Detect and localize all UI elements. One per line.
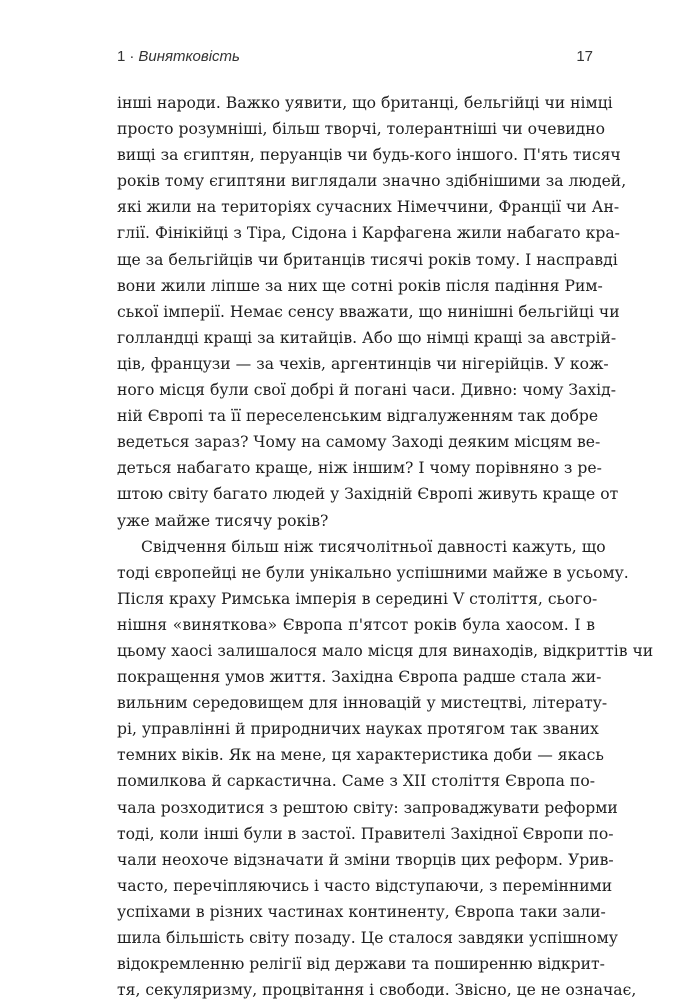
text-line: часто, перечіпляючись і часто відступаючи, з перемінними [117, 876, 613, 895]
body-text [117, 90, 654, 1003]
text-line: чали неохоче відзначати й зміни творців цих реформ. Урив- [117, 850, 614, 869]
page-number: 17 [576, 48, 593, 65]
chapter-title: Винятковість [138, 48, 240, 65]
text-line: тя, секуляризму, процвітання і свободи. Звісно, це не означає, [117, 981, 637, 1000]
text-line: ще за бельгійців чи британців тисячі років тому. І насправді [117, 250, 618, 269]
text-line: вони жили ліпше за них ще сотні років після падіння Рим- [117, 276, 603, 295]
chapter-number: 1 [117, 48, 126, 65]
paragraph [117, 534, 654, 1003]
text-line: штою світу багато людей у Західній Європі живуть краще от [117, 485, 619, 504]
text-line: рі, управлінні й природничих науках протягом так званих [117, 720, 599, 739]
text-line: відокремленню релігії від держави та поширенню відкрит- [117, 955, 605, 974]
text-line: успіхами в різних частинах континенту, Європа таки зали- [117, 902, 606, 921]
text-line: покращення умов життя. Західна Європа радше стала жи- [117, 668, 602, 687]
text-line: ців, французи — за чехів, аргентинців чи нігерійців. У кож- [117, 354, 609, 373]
text-line: глії. Фінікійці з Тіра, Сідона і Карфагена жили набагато кра- [117, 224, 620, 243]
text-line: ного місця були свої добрі й погані часи. Дивно: чому Захід- [117, 381, 616, 400]
text-line: Після краху Римська імперія в середині V століття, сього- [117, 589, 598, 608]
text-line: вильним середовищем для інновацій у мистецтві, літерату- [117, 694, 608, 713]
text-line: помилкова й саркастична. Саме з XII століття Європа по- [117, 772, 595, 791]
text-line: ведеться зараз? Чому на самому Заході деяким місцям ве- [117, 433, 601, 452]
text-line: років тому єгиптяни виглядали значно здібнішими за людей, [117, 172, 627, 191]
text-line: просто розумніші, більш творчі, толерантніші чи очевидно [117, 120, 606, 139]
text-line: уже майже тисячу років? [117, 511, 329, 530]
text-line: які жили на територіях сучасних Німеччини, Франції чи Ан- [117, 198, 620, 217]
text-line: тоді, коли інші були в застої. Правителі Західної Європи по- [117, 824, 614, 843]
text-line: темних віків. Як на мене, ця характеристика доби — якась [117, 746, 604, 765]
text-line: цьому хаосі залишалося мало місця для винаходів, відкриттів чи [117, 641, 654, 660]
text-line: ній Європі та її переселенським відгалуженням так добре [117, 407, 599, 426]
text-line: Свідчення більш ніж тисячолітньої давності кажуть, що [141, 537, 606, 556]
text-line: тоді європейці не були унікально успішними майже в усьому. [117, 563, 629, 582]
running-head [117, 48, 240, 65]
paragraph [117, 90, 627, 534]
text-line: вищі за єгиптян, перуанців чи будь-кого іншого. П'ять тисяч [117, 146, 621, 165]
text-line: шила більшість світу позаду. Це сталося завдяки успішному [117, 929, 618, 947]
text-line: ської імперії. Немає сенсу вважати, що нинішні бельгійці чи [117, 302, 620, 321]
text-line: голландці кращі за китайців. Або що німці кращі за австрій- [117, 328, 617, 347]
text-line: нішня «виняткова» Європа п'ятсот років була хаосом. І в [117, 615, 595, 634]
text-line: чала розходитися з рештою світу: запроваджувати реформи [117, 798, 618, 817]
header-separator: · [129, 48, 135, 65]
text-line: деться набагато краще, ніж іншим? І чому порівняно з ре- [117, 459, 602, 478]
text-line: інші народи. Важко уявити, що британці, бельгійці чи німці [117, 94, 613, 112]
